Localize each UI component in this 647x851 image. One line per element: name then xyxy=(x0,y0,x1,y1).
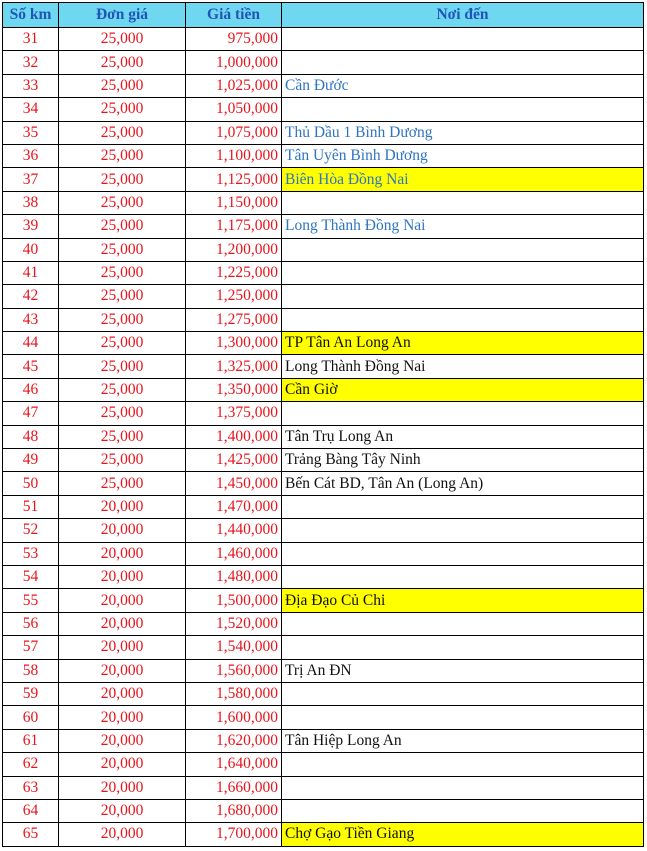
destination-cell: Long Thành Đồng Nai xyxy=(282,215,644,238)
table-row xyxy=(3,425,644,448)
table-row xyxy=(3,729,644,752)
destination-cell xyxy=(282,565,644,588)
unit-price-cell: 20,000 xyxy=(59,636,186,659)
table-row xyxy=(3,51,644,74)
unit-price-cell: 20,000 xyxy=(59,519,186,542)
table-row xyxy=(3,191,644,214)
destination-cell: TP Tân An Long An xyxy=(282,332,644,355)
destination-cell xyxy=(282,28,644,51)
table-row xyxy=(3,799,644,822)
unit-price-cell: 25,000 xyxy=(59,261,186,284)
destination-cell xyxy=(282,261,644,284)
header-price: Giá tiền xyxy=(186,3,282,28)
destination-cell: Trảng Bàng Tây Ninh xyxy=(282,449,644,472)
km-cell: 46 xyxy=(3,378,59,401)
km-cell: 34 xyxy=(3,98,59,121)
km-cell: 56 xyxy=(3,612,59,635)
km-cell: 35 xyxy=(3,121,59,144)
destination-cell xyxy=(282,238,644,261)
price-cell: 1,425,000 xyxy=(186,449,282,472)
destination-cell xyxy=(282,51,644,74)
km-cell: 49 xyxy=(3,449,59,472)
table-row xyxy=(3,753,644,776)
km-cell: 58 xyxy=(3,659,59,682)
km-cell: 53 xyxy=(3,542,59,565)
unit-price-cell: 20,000 xyxy=(59,659,186,682)
km-cell: 52 xyxy=(3,519,59,542)
table-row xyxy=(3,682,644,705)
price-cell: 1,175,000 xyxy=(186,215,282,238)
unit-price-cell: 25,000 xyxy=(59,472,186,495)
table-row xyxy=(3,238,644,261)
destination-cell xyxy=(282,191,644,214)
unit-price-cell: 20,000 xyxy=(59,823,186,846)
table-row xyxy=(3,74,644,97)
table-row xyxy=(3,121,644,144)
km-cell: 45 xyxy=(3,355,59,378)
km-cell: 57 xyxy=(3,636,59,659)
km-cell: 44 xyxy=(3,332,59,355)
price-cell: 1,440,000 xyxy=(186,519,282,542)
km-cell: 41 xyxy=(3,261,59,284)
price-cell: 1,350,000 xyxy=(186,378,282,401)
unit-price-cell: 25,000 xyxy=(59,215,186,238)
price-cell: 1,540,000 xyxy=(186,636,282,659)
price-cell: 1,300,000 xyxy=(186,332,282,355)
unit-price-cell: 25,000 xyxy=(59,98,186,121)
table-row xyxy=(3,472,644,495)
unit-price-cell: 25,000 xyxy=(59,51,186,74)
destination-cell: Tân Trụ Long An xyxy=(282,425,644,448)
price-cell: 1,325,000 xyxy=(186,355,282,378)
unit-price-cell: 25,000 xyxy=(59,191,186,214)
table-row xyxy=(3,659,644,682)
km-cell: 55 xyxy=(3,589,59,612)
table-row xyxy=(3,215,644,238)
destination-cell: Long Thành Đồng Nai xyxy=(282,355,644,378)
price-cell: 1,025,000 xyxy=(186,74,282,97)
destination-cell xyxy=(282,308,644,331)
unit-price-cell: 25,000 xyxy=(59,144,186,167)
destination-cell xyxy=(282,402,644,425)
price-cell: 975,000 xyxy=(186,28,282,51)
header-row xyxy=(3,3,644,28)
unit-price-cell: 20,000 xyxy=(59,706,186,729)
destination-cell: Chợ Gạo Tiền Giang xyxy=(282,823,644,846)
km-cell: 64 xyxy=(3,799,59,822)
km-cell: 59 xyxy=(3,682,59,705)
km-cell: 51 xyxy=(3,495,59,518)
unit-price-cell: 25,000 xyxy=(59,168,186,191)
unit-price-cell: 25,000 xyxy=(59,402,186,425)
price-cell: 1,375,000 xyxy=(186,402,282,425)
table-row xyxy=(3,261,644,284)
km-cell: 54 xyxy=(3,565,59,588)
table-row xyxy=(3,355,644,378)
unit-price-cell: 20,000 xyxy=(59,495,186,518)
unit-price-cell: 20,000 xyxy=(59,776,186,799)
table-row xyxy=(3,449,644,472)
price-cell: 1,400,000 xyxy=(186,425,282,448)
unit-price-cell: 25,000 xyxy=(59,308,186,331)
km-cell: 47 xyxy=(3,402,59,425)
unit-price-cell: 25,000 xyxy=(59,449,186,472)
price-cell: 1,250,000 xyxy=(186,285,282,308)
price-cell: 1,200,000 xyxy=(186,238,282,261)
unit-price-cell: 20,000 xyxy=(59,682,186,705)
km-cell: 50 xyxy=(3,472,59,495)
price-cell: 1,125,000 xyxy=(186,168,282,191)
destination-cell: Biên Hòa Đồng Nai xyxy=(282,168,644,191)
destination-cell xyxy=(282,682,644,705)
table-row xyxy=(3,332,644,355)
price-cell: 1,075,000 xyxy=(186,121,282,144)
header-unit-price: Đơn giá xyxy=(59,3,186,28)
km-cell: 36 xyxy=(3,144,59,167)
km-cell: 65 xyxy=(3,823,59,846)
price-cell: 1,450,000 xyxy=(186,472,282,495)
table-row xyxy=(3,402,644,425)
destination-cell xyxy=(282,706,644,729)
km-cell: 43 xyxy=(3,308,59,331)
table-row xyxy=(3,519,644,542)
unit-price-cell: 20,000 xyxy=(59,753,186,776)
table-row xyxy=(3,636,644,659)
table-row xyxy=(3,823,644,846)
table-row xyxy=(3,706,644,729)
destination-cell: Tân Hiệp Long An xyxy=(282,729,644,752)
price-cell: 1,600,000 xyxy=(186,706,282,729)
destination-cell: Địa Đạo Củ Chi xyxy=(282,589,644,612)
price-cell: 1,150,000 xyxy=(186,191,282,214)
unit-price-cell: 25,000 xyxy=(59,74,186,97)
price-cell: 1,700,000 xyxy=(186,823,282,846)
table-row xyxy=(3,308,644,331)
unit-price-cell: 20,000 xyxy=(59,565,186,588)
price-cell: 1,275,000 xyxy=(186,308,282,331)
km-cell: 33 xyxy=(3,74,59,97)
price-cell: 1,225,000 xyxy=(186,261,282,284)
unit-price-cell: 25,000 xyxy=(59,425,186,448)
table-row xyxy=(3,144,644,167)
destination-cell: Tân Uyên Bình Dương xyxy=(282,144,644,167)
km-cell: 63 xyxy=(3,776,59,799)
unit-price-cell: 25,000 xyxy=(59,378,186,401)
table-body xyxy=(3,28,644,847)
price-cell: 1,620,000 xyxy=(186,729,282,752)
table-row xyxy=(3,776,644,799)
table-row xyxy=(3,542,644,565)
unit-price-cell: 25,000 xyxy=(59,332,186,355)
unit-price-cell: 20,000 xyxy=(59,542,186,565)
unit-price-cell: 20,000 xyxy=(59,612,186,635)
unit-price-cell: 20,000 xyxy=(59,799,186,822)
destination-cell: Cần Giờ xyxy=(282,378,644,401)
km-cell: 31 xyxy=(3,28,59,51)
km-cell: 62 xyxy=(3,753,59,776)
header-destination: Nơi đến xyxy=(282,3,644,28)
price-cell: 1,660,000 xyxy=(186,776,282,799)
km-cell: 38 xyxy=(3,191,59,214)
km-cell: 37 xyxy=(3,168,59,191)
price-cell: 1,470,000 xyxy=(186,495,282,518)
unit-price-cell: 25,000 xyxy=(59,238,186,261)
price-cell: 1,580,000 xyxy=(186,682,282,705)
price-cell: 1,050,000 xyxy=(186,98,282,121)
destination-cell xyxy=(282,542,644,565)
table-row xyxy=(3,378,644,401)
destination-cell: Trị An ĐN xyxy=(282,659,644,682)
table-row xyxy=(3,495,644,518)
table-row xyxy=(3,612,644,635)
destination-cell xyxy=(282,519,644,542)
destination-cell: Bến Cát BD, Tân An (Long An) xyxy=(282,472,644,495)
km-cell: 42 xyxy=(3,285,59,308)
destination-cell xyxy=(282,285,644,308)
destination-cell xyxy=(282,753,644,776)
destination-cell xyxy=(282,612,644,635)
km-cell: 40 xyxy=(3,238,59,261)
destination-cell: Thủ Dầu 1 Bình Dương xyxy=(282,121,644,144)
unit-price-cell: 25,000 xyxy=(59,28,186,51)
table-row xyxy=(3,589,644,612)
km-cell: 48 xyxy=(3,425,59,448)
destination-cell xyxy=(282,799,644,822)
price-cell: 1,460,000 xyxy=(186,542,282,565)
table-row xyxy=(3,168,644,191)
price-cell: 1,560,000 xyxy=(186,659,282,682)
destination-cell xyxy=(282,495,644,518)
price-cell: 1,680,000 xyxy=(186,799,282,822)
unit-price-cell: 25,000 xyxy=(59,285,186,308)
unit-price-cell: 20,000 xyxy=(59,589,186,612)
table-row xyxy=(3,98,644,121)
unit-price-cell: 20,000 xyxy=(59,729,186,752)
destination-cell xyxy=(282,98,644,121)
table-row xyxy=(3,285,644,308)
price-cell: 1,000,000 xyxy=(186,51,282,74)
price-cell: 1,480,000 xyxy=(186,565,282,588)
destination-cell xyxy=(282,776,644,799)
km-cell: 60 xyxy=(3,706,59,729)
price-table xyxy=(2,2,644,847)
price-cell: 1,640,000 xyxy=(186,753,282,776)
destination-cell: Cần Đước xyxy=(282,74,644,97)
table-row xyxy=(3,565,644,588)
unit-price-cell: 25,000 xyxy=(59,355,186,378)
table-row xyxy=(3,28,644,51)
price-cell: 1,500,000 xyxy=(186,589,282,612)
header-km: Số km xyxy=(3,3,59,28)
price-cell: 1,100,000 xyxy=(186,144,282,167)
price-cell: 1,520,000 xyxy=(186,612,282,635)
destination-cell xyxy=(282,636,644,659)
km-cell: 32 xyxy=(3,51,59,74)
km-cell: 39 xyxy=(3,215,59,238)
unit-price-cell: 25,000 xyxy=(59,121,186,144)
km-cell: 61 xyxy=(3,729,59,752)
